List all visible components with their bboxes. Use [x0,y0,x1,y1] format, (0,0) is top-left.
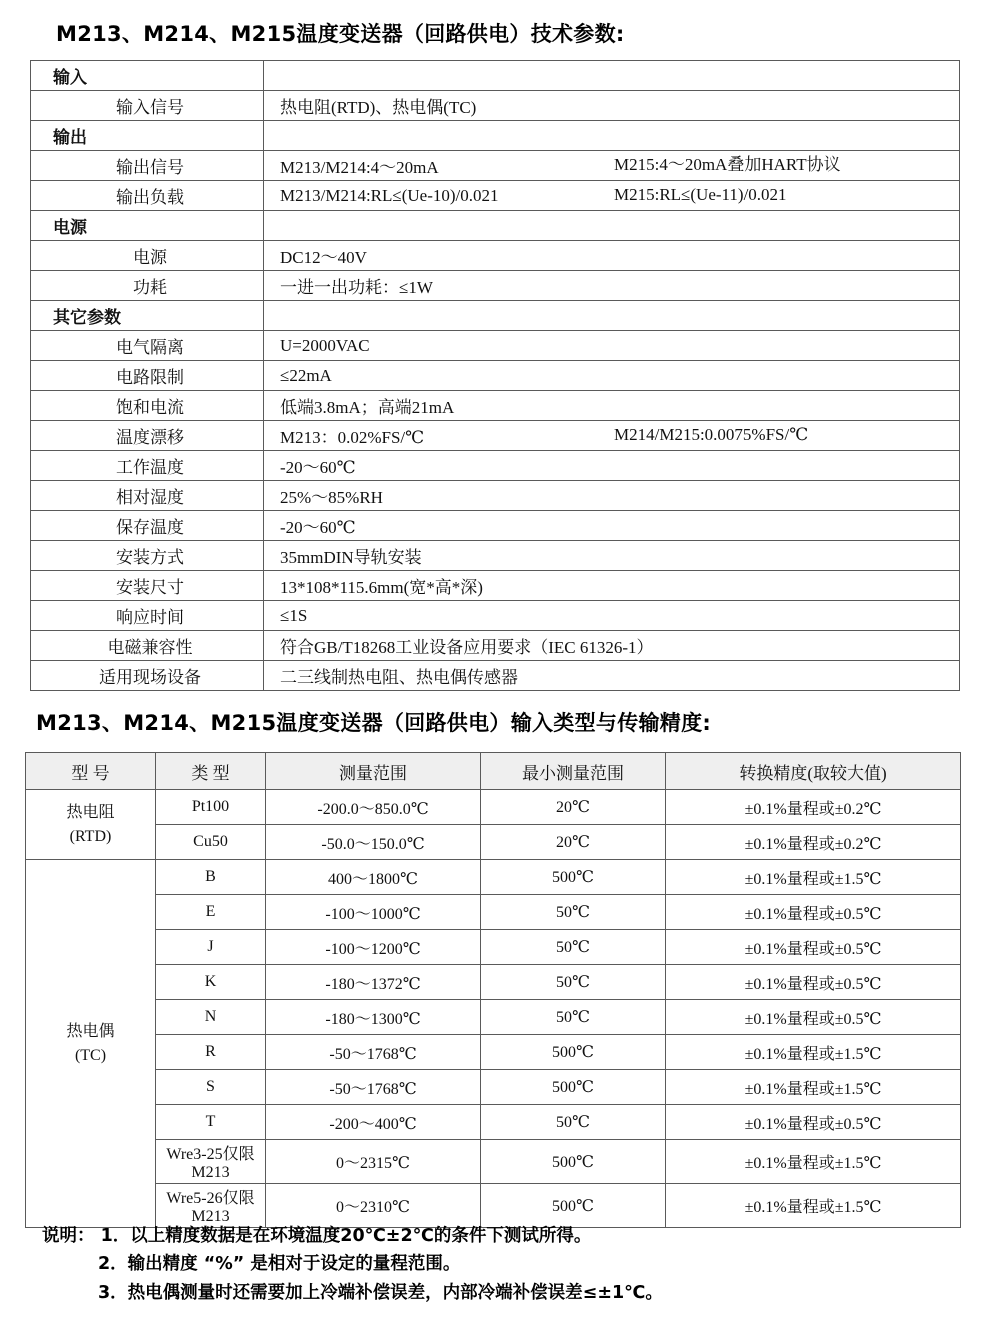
sensor-type: N [204,1008,217,1025]
spec-row-label: 相对湿度 [31,481,264,511]
spec-row-value [264,571,960,601]
spec-value-primary: 35mmDIN导轨安装 [280,548,422,567]
spec-row-value [264,601,960,631]
measuring-range-cell: -100～1200℃ [266,930,481,965]
table-row [31,661,960,691]
spec-row-label: 响应时间 [31,601,264,631]
spec-row-value [264,91,960,121]
table-row [31,211,960,241]
accuracy-cell: ±0.1%量程或±1.5℃ [666,1035,961,1070]
table-row [31,421,960,451]
sensor-type-note: 仅限M213 [191,1146,255,1181]
spec-row-value [264,271,960,301]
spec-value-primary: 符合GB/T18268工业设备应用要求（IEC 61326-1） [280,638,654,657]
sensor-type-cell [156,1105,266,1140]
note-line-3: 3．热电偶测量时还需要加上冷端补偿误差，内部冷端补偿误差≤±1℃。 [98,1282,663,1303]
table-row [26,1140,961,1184]
measuring-range-cell: 0～2310℃ [266,1184,481,1228]
spec-value-primary: 25%～85%RH [280,488,383,507]
specifications-table [30,60,960,691]
input-types-table [25,752,961,1228]
spec-row-value [264,151,960,181]
measuring-range-cell: 0～2315℃ [266,1140,481,1184]
spec-row-value [264,211,960,241]
accuracy-cell: ±0.1%量程或±0.2℃ [666,790,961,825]
note-line-1: 说明： 1．以上精度数据是在环境温度20℃±2℃的条件下测试所得。 [42,1226,592,1246]
sensor-type: Wre5-26 [166,1190,223,1207]
measuring-range-cell: 400～1800℃ [266,860,481,895]
spec-row-label: 功耗 [31,271,264,301]
sensor-type: T [205,1113,216,1130]
model-abbrev: (RTD) [69,827,112,845]
table-row [31,121,960,151]
column-header-accuracy: 转换精度(取较大值) [666,753,961,790]
sensor-type-cell [156,930,266,965]
sensor-type: E [205,903,216,920]
spec-row-value [264,181,960,211]
measuring-range-cell: -200.0～850.0℃ [266,790,481,825]
min-range-cell: 50℃ [481,895,666,930]
column-header-type: 类 型 [156,753,266,790]
table-row [26,1070,961,1105]
spec-row-label: 输出负载 [31,181,264,211]
spec-value-primary: 二三线制热电阻、热电偶传感器 [280,668,518,687]
model-cell [26,860,156,1228]
sensor-type: K [204,973,217,990]
table-row [26,1035,961,1070]
spec-row-label: 安装方式 [31,541,264,571]
table-header-row [26,753,961,790]
spec-row-value [264,361,960,391]
measuring-range-cell: -180～1372℃ [266,965,481,1000]
table-row [26,965,961,1000]
spec-row-value [264,541,960,571]
spec-value-primary: -20～60℃ [280,458,356,477]
model-name: 热电阻 [66,804,115,822]
table-row [26,790,961,825]
model-cell [26,790,156,860]
spec-value-primary: 热电阻(RTD)、热电偶(TC) [280,98,477,117]
spec-value-primary: M213：0.02%FS/℃ [280,428,425,447]
sensor-type-cell [156,825,266,860]
min-range-cell: 50℃ [481,1105,666,1140]
spec-row-value [264,301,960,331]
min-range-cell: 50℃ [481,1000,666,1035]
spec-row-value [264,331,960,361]
spec-row-label: 工作温度 [31,451,264,481]
spec-value-secondary: M215:RL≤(Ue-11)/0.021 [614,185,787,204]
spec-row-value [264,121,960,151]
spec-row-label: 电源 [31,241,264,271]
table-row [31,571,960,601]
page-title-specifications: M213、M214、M215温度变送器（回路供电）技术参数: [56,22,625,46]
accuracy-cell: ±0.1%量程或±1.5℃ [666,1184,961,1228]
spec-row-label: 电气隔离 [31,331,264,361]
accuracy-cell: ±0.1%量程或±0.5℃ [666,1105,961,1140]
spec-row-value [264,241,960,271]
sensor-type-cell [156,895,266,930]
spec-value-primary: ≤22mA [280,365,332,385]
spec-value-secondary: M215:4～20mA叠加HART协议 [614,155,841,174]
spec-value-primary: -20～60℃ [280,518,356,537]
sensor-type: Cu50 [193,833,228,850]
table-row [26,1105,961,1140]
table-row [31,91,960,121]
spec-group-label: 其它参数 [31,301,264,331]
sensor-type-cell [156,1184,266,1228]
spec-group-label: 电源 [31,211,264,241]
table-row [31,631,960,661]
table-row [26,895,961,930]
sensor-type-cell [156,1070,266,1105]
model-name: 热电偶 [66,1023,115,1041]
min-range-cell: 50℃ [481,930,666,965]
note-line-2: 2．输出精度 “%” 是相对于设定的量程范围。 [98,1254,461,1275]
accuracy-cell: ±0.1%量程或±0.5℃ [666,895,961,930]
spec-row-label: 安装尺寸 [31,571,264,601]
spec-row-label: 温度漂移 [31,421,264,451]
table-row [31,181,960,211]
spec-value-primary: 13*108*115.6mm(宽*高*深) [280,578,483,597]
spec-row-value [264,631,960,661]
measuring-range-cell: -50～1768℃ [266,1035,481,1070]
column-header-min-range: 最小测量范围 [481,753,666,790]
min-range-cell: 500℃ [481,1184,666,1228]
spec-row-label: 输出信号 [31,151,264,181]
column-header-model: 型 号 [26,753,156,790]
min-range-cell: 20℃ [481,825,666,860]
accuracy-cell: ±0.1%量程或±0.5℃ [666,965,961,1000]
table-row [31,451,960,481]
spec-row-value [264,511,960,541]
measuring-range-cell: -50～1768℃ [266,1070,481,1105]
spec-row-label: 输入信号 [31,91,264,121]
spec-value-primary: M213/M214:RL≤(Ue-10)/0.021 [280,185,499,205]
accuracy-cell: ±0.1%量程或±0.5℃ [666,930,961,965]
measuring-range-cell: -200～400℃ [266,1105,481,1140]
table-row [31,61,960,91]
spec-row-label: 饱和电流 [31,391,264,421]
sensor-type: R [205,1043,216,1060]
table-row [31,271,960,301]
spec-value-primary: 低端3.8mA；高端21mA [280,398,455,417]
table-row [26,860,961,895]
sensor-type-cell [156,790,266,825]
sensor-type: S [206,1078,215,1095]
spec-row-value [264,451,960,481]
spec-row-label: 适用现场设备 [31,661,264,691]
column-header-range: 测量范围 [266,753,481,790]
accuracy-cell: ±0.1%量程或±1.5℃ [666,860,961,895]
table-row [26,825,961,860]
page-title-input-types: M213、M214、M215温度变送器（回路供电）输入类型与传输精度: [36,711,712,735]
spec-row-label: 保存温度 [31,511,264,541]
table-row [31,151,960,181]
min-range-cell: 500℃ [481,1140,666,1184]
accuracy-cell: ±0.1%量程或±1.5℃ [666,1070,961,1105]
spec-row-value [264,391,960,421]
model-abbrev: (TC) [74,1046,107,1064]
sensor-type: B [205,868,216,885]
spec-value-secondary: M214/M215:0.0075%FS/℃ [614,425,809,444]
sensor-type-cell [156,1140,266,1184]
sensor-type: J [207,938,214,955]
spec-value-primary: 一进一出功耗：≤1W [280,278,433,297]
sensor-type-cell [156,1000,266,1035]
table-row [31,541,960,571]
measuring-range-cell: -100～1000℃ [266,895,481,930]
accuracy-cell: ±0.1%量程或±0.2℃ [666,825,961,860]
sensor-type: Pt100 [191,798,230,815]
accuracy-cell: ±0.1%量程或±1.5℃ [666,1140,961,1184]
table-row [31,331,960,361]
spec-row-label: 电路限制 [31,361,264,391]
min-range-cell: 20℃ [481,790,666,825]
table-row [31,481,960,511]
measuring-range-cell: -180～1300℃ [266,1000,481,1035]
spec-group-label: 输出 [31,121,264,151]
table-row [26,1000,961,1035]
sensor-type-cell [156,860,266,895]
table-row [26,1184,961,1228]
spec-value-primary: M213/M214:4～20mA [280,158,439,177]
spec-row-value [264,661,960,691]
sensor-type-cell [156,1035,266,1070]
min-range-cell: 500℃ [481,860,666,895]
accuracy-cell: ±0.1%量程或±0.5℃ [666,1000,961,1035]
table-row [31,391,960,421]
min-range-cell: 500℃ [481,1070,666,1105]
spec-row-value [264,61,960,91]
table-row [26,930,961,965]
spec-group-label: 输入 [31,61,264,91]
table-row [31,301,960,331]
sensor-type: Wre3-25 [166,1146,223,1163]
spec-value-primary: DC12～40V [280,248,367,267]
table-row [31,361,960,391]
table-row [31,511,960,541]
table-row [31,241,960,271]
notes-block [42,1222,972,1307]
min-range-cell: 50℃ [481,965,666,1000]
min-range-cell: 500℃ [481,1035,666,1070]
spec-value-primary: ≤1S [280,605,308,625]
spec-row-label: 电磁兼容性 [31,631,264,661]
spec-row-value [264,481,960,511]
spec-value-primary: U=2000VAC [280,335,370,355]
measuring-range-cell: -50.0～150.0℃ [266,825,481,860]
sensor-type-cell [156,965,266,1000]
spec-row-value [264,421,960,451]
table-row [31,601,960,631]
sensor-type-note: 仅限M213 [191,1190,255,1225]
